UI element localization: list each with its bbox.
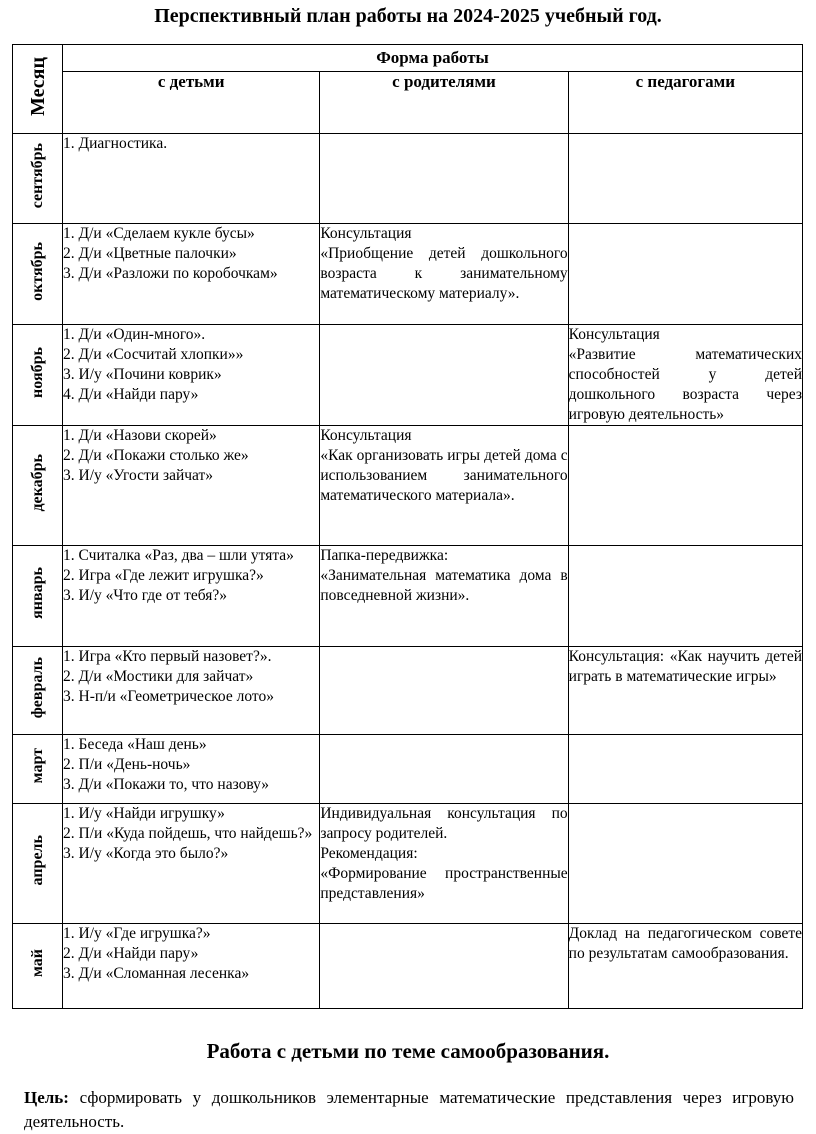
month-cell <box>13 546 63 647</box>
month-cell <box>13 647 63 735</box>
table-row <box>13 735 803 804</box>
cell-parents <box>320 134 568 224</box>
cell-line: «Занимательная математика дома в повседневной жизни». <box>320 567 568 604</box>
table-row <box>13 134 803 224</box>
cell-parents <box>320 325 568 426</box>
month-cell <box>13 804 63 924</box>
cell-line: 1. Д/и «Один-много». <box>63 326 206 343</box>
cell-line: 1. И/у «Найди игрушку» <box>63 805 225 822</box>
table-row <box>13 426 803 546</box>
month-column-header <box>13 45 63 134</box>
month-cell <box>13 224 63 325</box>
cell-teachers <box>568 924 802 1009</box>
cell-teachers <box>568 426 802 546</box>
goal-text: сформировать у дошкольников элементарные математические представления через игровую деятельность. <box>24 1088 794 1131</box>
month-label: октябрь <box>28 241 46 301</box>
month-label: январь <box>28 567 46 619</box>
cell-teachers <box>568 546 802 647</box>
month-label: май <box>28 948 46 977</box>
goal-label: Цель: <box>24 1088 69 1107</box>
cell-kids <box>63 924 320 1009</box>
cell-kids <box>63 134 320 224</box>
cell-line: 2. Д/и «Сосчитай хлопки»» <box>63 346 244 363</box>
cell-line: «Формирование пространственные представления» <box>320 865 568 902</box>
cell-line: 3. И/у «Когда это было?» <box>63 845 229 862</box>
cell-line: 2. П/и «Куда пойдешь, что найдешь?» <box>63 825 313 842</box>
cell-teachers <box>568 735 802 804</box>
cell-line: «Развитие математических способностей у детей дошкольного возраста через игровую деятельность» <box>568 346 802 423</box>
cell-parents <box>320 735 568 804</box>
form-of-work-header: Форма работы <box>63 45 803 72</box>
cell-kids <box>63 224 320 325</box>
work-plan-table <box>12 44 803 1009</box>
month-cell <box>13 426 63 546</box>
cell-line: 3. Д/и «Покажи то, что назову» <box>63 776 270 793</box>
section-title: Работа с детьми по теме самообразования. <box>206 1039 610 1063</box>
cell-line: 2. Д/и «Покажи столько же» <box>63 447 249 464</box>
cell-parents <box>320 804 568 924</box>
column-header-kids: с детьми <box>63 72 320 134</box>
cell-line: Доклад на педагогическом совете по результатам самообразования. <box>568 925 802 962</box>
cell-line: 1. Д/и «Сделаем кукле бусы» <box>63 225 255 242</box>
cell-parents <box>320 546 568 647</box>
cell-line: 1. Считалка «Раз, два – шли утята» <box>63 547 294 564</box>
cell-line: Консультация <box>568 326 660 343</box>
cell-line: 1. Д/и «Назови скорей» <box>63 427 217 444</box>
table-row <box>13 325 803 426</box>
cell-line: Консультация <box>320 427 412 444</box>
table-row <box>13 924 803 1009</box>
cell-line: 3. Д/и «Сломанная лесенка» <box>63 965 250 982</box>
month-label: сентябрь <box>28 142 46 209</box>
cell-parents <box>320 924 568 1009</box>
cell-line: 3. И/у «Почини коврик» <box>63 366 222 383</box>
cell-line: 2. Д/и «Цветные палочки» <box>63 245 237 262</box>
cell-teachers <box>568 224 802 325</box>
month-label: декабрь <box>28 453 46 512</box>
month-cell <box>13 735 63 804</box>
page-title: Перспективный план работы на 2024-2025 учебный год. <box>154 5 662 27</box>
cell-line: Папка-передвижка: <box>320 547 449 564</box>
cell-parents <box>320 224 568 325</box>
cell-line: 3. Н-п/и «Геометрическое лото» <box>63 688 274 705</box>
cell-line: 1. Игра «Кто первый назовет?». <box>63 648 272 665</box>
month-label: ноябрь <box>28 346 46 398</box>
cell-teachers <box>568 325 802 426</box>
cell-line: «Как организовать игры детей дома с использованием занимательного математического материала». <box>320 447 568 504</box>
cell-line: 3. Д/и «Разложи по коробочкам» <box>63 265 278 282</box>
cell-line: Индивидуальная консультация по запросу родителей. <box>320 805 568 842</box>
cell-line: 1. Беседа «Наш день» <box>63 736 207 753</box>
month-label: февраль <box>28 656 46 719</box>
cell-line: Консультация <box>320 225 412 242</box>
cell-line: 2. П/и «День-ночь» <box>63 756 191 773</box>
cell-line: 4. Д/и «Найди пару» <box>63 386 199 403</box>
cell-teachers <box>568 647 802 735</box>
cell-parents <box>320 647 568 735</box>
cell-line: Рекомендация: <box>320 845 418 862</box>
goal-paragraph <box>24 1086 794 1134</box>
cell-kids <box>63 804 320 924</box>
month-cell <box>13 325 63 426</box>
cell-line: 3. И/у «Угости зайчат» <box>63 467 214 484</box>
cell-line: «Приобщение детей дошкольного возраста к занимательному математическому материалу». <box>320 245 568 302</box>
month-cell <box>13 924 63 1009</box>
table-row <box>13 546 803 647</box>
cell-kids <box>63 647 320 735</box>
cell-parents <box>320 426 568 546</box>
column-header-teachers: с педагогами <box>568 72 802 134</box>
column-header-parents: с родителями <box>320 72 568 134</box>
cell-line: 1. И/у «Где игрушка?» <box>63 925 211 942</box>
cell-kids <box>63 325 320 426</box>
cell-kids <box>63 546 320 647</box>
cell-line: 3. И/у «Что где от тебя?» <box>63 587 228 604</box>
month-label: март <box>28 748 46 784</box>
cell-line: 1. Диагностика. <box>63 135 168 152</box>
cell-kids <box>63 735 320 804</box>
table-row <box>13 224 803 325</box>
cell-teachers <box>568 804 802 924</box>
table-row <box>13 647 803 735</box>
cell-line: 2. Д/и «Мостики для зайчат» <box>63 668 254 685</box>
cell-line: Консультация: «Как научить детей играть в математические игры» <box>568 648 802 685</box>
cell-teachers <box>568 134 802 224</box>
month-label: апрель <box>28 835 46 886</box>
month-header-label: Месяц <box>26 56 49 116</box>
cell-line: 2. Д/и «Найди пару» <box>63 945 199 962</box>
month-cell <box>13 134 63 224</box>
table-row <box>13 804 803 924</box>
cell-line: 2. Игра «Где лежит игрушка?» <box>63 567 264 584</box>
cell-kids <box>63 426 320 546</box>
table-body <box>13 134 803 1009</box>
